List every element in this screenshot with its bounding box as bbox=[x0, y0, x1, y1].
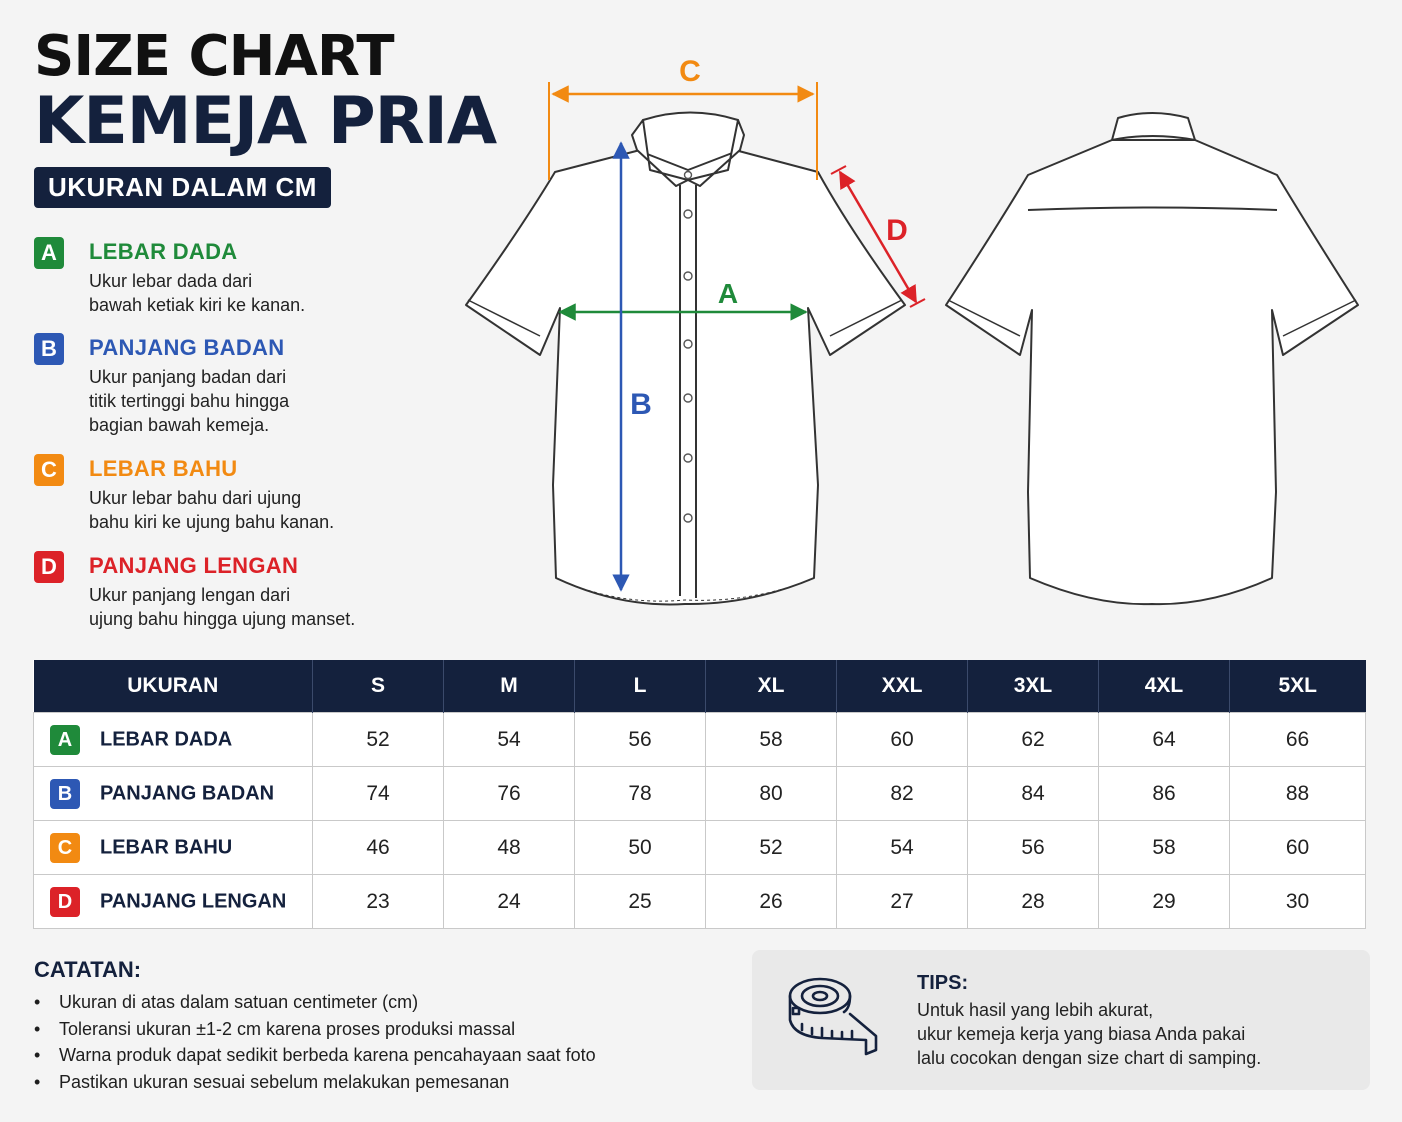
legend-description bbox=[89, 269, 429, 317]
table-cell: 80 bbox=[706, 767, 837, 821]
row-label-cell bbox=[34, 821, 313, 875]
shirt-back bbox=[946, 113, 1358, 604]
letter-badge-d: D bbox=[34, 551, 64, 583]
legend-desc-line: Ukur lebar bahu dari ujung bbox=[89, 488, 302, 508]
notes-section bbox=[34, 957, 734, 1095]
table-cell: 56 bbox=[575, 713, 706, 767]
legend-title: PANJANG BADAN bbox=[89, 335, 285, 360]
row-label: PANJANG BADAN bbox=[100, 782, 275, 804]
notes-list bbox=[34, 989, 734, 1095]
row-label-cell bbox=[34, 767, 313, 821]
legend-title: PANJANG LENGAN bbox=[89, 553, 299, 578]
table-row bbox=[34, 821, 1366, 875]
table-cell: 48 bbox=[444, 821, 575, 875]
row-label-cell bbox=[34, 875, 313, 929]
letter-badge-c: C bbox=[34, 454, 64, 486]
measure-label-d: D bbox=[886, 214, 908, 247]
table-cell: 58 bbox=[706, 713, 837, 767]
legend-description bbox=[89, 486, 429, 534]
measure-label-b: B bbox=[630, 388, 652, 421]
table-cell: 28 bbox=[968, 875, 1099, 929]
page-subtitle: KEMEJA PRIA bbox=[34, 84, 497, 159]
shirt-front bbox=[466, 113, 905, 605]
table-cell: 66 bbox=[1230, 713, 1366, 767]
measure-label-a: A bbox=[717, 278, 739, 309]
table-cell: 54 bbox=[444, 713, 575, 767]
table-cell: 24 bbox=[444, 875, 575, 929]
tips-title: TIPS: bbox=[917, 972, 969, 994]
measure-label-c: C bbox=[679, 55, 701, 88]
table-cell: 78 bbox=[575, 767, 706, 821]
column-header: XXL bbox=[837, 660, 968, 713]
table-cell: 76 bbox=[444, 767, 575, 821]
column-header: L bbox=[575, 660, 706, 713]
row-label: LEBAR BAHU bbox=[100, 836, 233, 858]
legend-desc-line: bagian bawah kemeja. bbox=[89, 415, 270, 435]
tips-box bbox=[752, 950, 1370, 1090]
table-cell: 46 bbox=[313, 821, 444, 875]
letter-badge-d: D bbox=[50, 887, 80, 917]
note-item: • Ukuran di atas dalam satuan centimeter (cm) bbox=[34, 989, 734, 1016]
table-cell: 88 bbox=[1230, 767, 1366, 821]
table-cell: 58 bbox=[1099, 821, 1230, 875]
shirt-diagram bbox=[460, 40, 1370, 620]
row-label: PANJANG LENGAN bbox=[100, 890, 287, 912]
letter-badge-b: B bbox=[50, 779, 80, 809]
column-header: 4XL bbox=[1099, 660, 1230, 713]
table-cell: 56 bbox=[968, 821, 1099, 875]
table-header-row bbox=[34, 660, 1366, 713]
row-label: LEBAR DADA bbox=[100, 728, 233, 750]
table-cell: 27 bbox=[837, 875, 968, 929]
unit-badge: UKURAN DALAM CM bbox=[34, 167, 331, 208]
table-cell: 50 bbox=[575, 821, 706, 875]
tips-line: Untuk hasil yang lebih akurat, bbox=[917, 1000, 1154, 1020]
letter-badge-b: B bbox=[34, 333, 64, 365]
legend-desc-line: bawah ketiak kiri ke kanan. bbox=[89, 295, 306, 315]
table-cell: 52 bbox=[706, 821, 837, 875]
table-row bbox=[34, 713, 1366, 767]
letter-badge-a: A bbox=[34, 237, 64, 269]
legend-desc-line: Ukur panjang lengan dari bbox=[89, 585, 291, 605]
table-cell: 60 bbox=[837, 713, 968, 767]
table-row bbox=[34, 767, 1366, 821]
tips-line: lalu cocokan dengan size chart di samping. bbox=[917, 1048, 1262, 1068]
table-cell: 26 bbox=[706, 875, 837, 929]
note-item: • Toleransi ukuran ±1-2 cm karena proses produksi massal bbox=[34, 1016, 734, 1043]
column-header: UKURAN bbox=[34, 660, 313, 713]
table-cell: 82 bbox=[837, 767, 968, 821]
column-header: XL bbox=[706, 660, 837, 713]
legend-desc-line: titik tertinggi bahu hingga bbox=[89, 391, 290, 411]
table-cell: 86 bbox=[1099, 767, 1230, 821]
letter-badge-c: C bbox=[50, 833, 80, 863]
table-cell: 60 bbox=[1230, 821, 1366, 875]
legend-desc-line: bahu kiri ke ujung bahu kanan. bbox=[89, 512, 335, 532]
note-item: • Warna produk dapat sedikit berbeda karena pencahayaan saat foto bbox=[34, 1042, 734, 1069]
page-title: SIZE CHART bbox=[34, 24, 394, 89]
column-header: M bbox=[444, 660, 575, 713]
measuring-tape-icon bbox=[782, 970, 892, 1060]
table-cell: 84 bbox=[968, 767, 1099, 821]
table-cell: 62 bbox=[968, 713, 1099, 767]
legend-description bbox=[89, 583, 429, 631]
table-cell: 23 bbox=[313, 875, 444, 929]
legend-desc-line: Ukur panjang badan dari bbox=[89, 367, 287, 387]
table-cell: 52 bbox=[313, 713, 444, 767]
column-header: 5XL bbox=[1230, 660, 1366, 713]
size-table bbox=[33, 660, 1366, 929]
table-row bbox=[34, 875, 1366, 929]
table-cell: 30 bbox=[1230, 875, 1366, 929]
table-cell: 64 bbox=[1099, 713, 1230, 767]
legend-title: LEBAR DADA bbox=[89, 239, 238, 264]
table-cell: 74 bbox=[313, 767, 444, 821]
tips-line: ukur kemeja kerja yang biasa Anda pakai bbox=[917, 1024, 1246, 1044]
legend-desc-line: Ukur lebar dada dari bbox=[89, 271, 253, 291]
table-cell: 25 bbox=[575, 875, 706, 929]
table-cell: 54 bbox=[837, 821, 968, 875]
letter-badge-a: A bbox=[50, 725, 80, 755]
row-label-cell bbox=[34, 713, 313, 767]
legend-description bbox=[89, 365, 429, 437]
legend-desc-line: ujung bahu hingga ujung manset. bbox=[89, 609, 356, 629]
column-header: 3XL bbox=[968, 660, 1099, 713]
note-item: • Pastikan ukuran sesuai sebelum melakukan pemesanan bbox=[34, 1069, 734, 1096]
column-header: S bbox=[313, 660, 444, 713]
notes-title: CATATAN: bbox=[34, 957, 142, 982]
table-cell: 29 bbox=[1099, 875, 1230, 929]
tips-text bbox=[917, 998, 1347, 1070]
legend-title: LEBAR BAHU bbox=[89, 456, 238, 481]
